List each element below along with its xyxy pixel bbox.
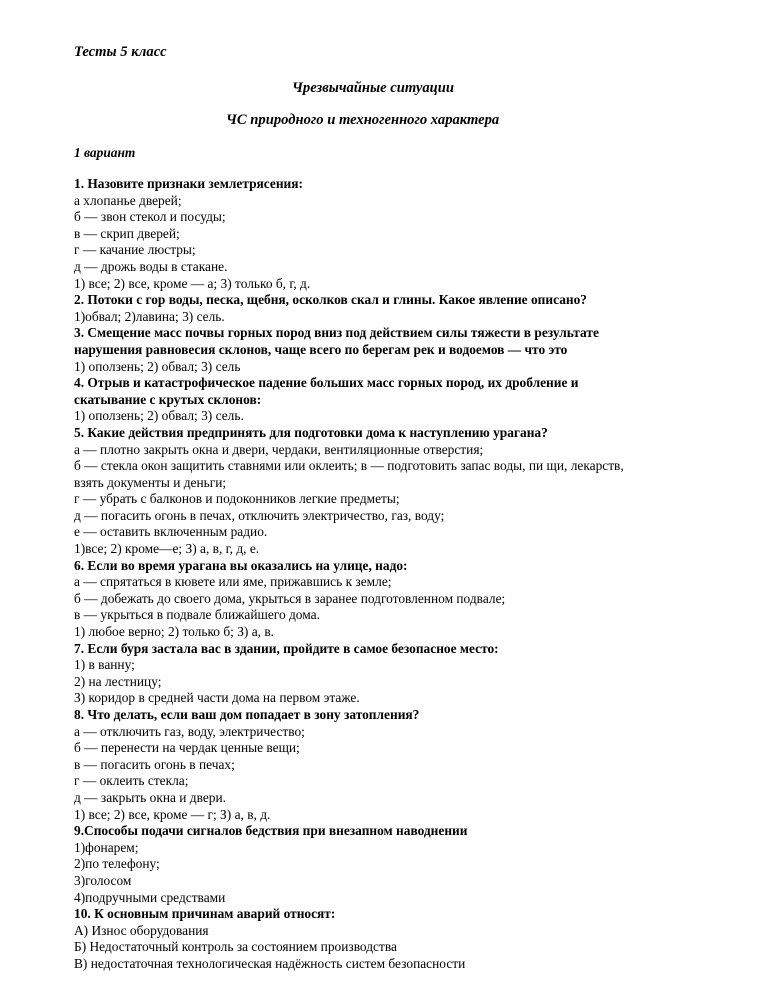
answer-line: а — плотно закрыть окна и двери, чердаки, вентиляционные отверстия;	[74, 441, 484, 457]
document-subtitle: Чрезвычайные ситуации	[292, 80, 454, 96]
variant-label: 1 вариант	[74, 145, 136, 160]
answer-line: б — звон стекол и посуды;	[74, 209, 226, 225]
question-line: нарушения равновесия склонов, чаще всего по берегам рек и водоемов — что это	[74, 341, 568, 357]
answer-line: а — спрятаться в кювете или яме, прижавшись к земле;	[74, 574, 392, 590]
answer-line: 4)подручными средствами	[74, 889, 226, 905]
question-line: 7. Если буря застала вас в здании, пройдите в самое безопасное место:	[74, 640, 499, 656]
answer-line: д — дрожь воды в стакане.	[74, 258, 228, 274]
test-body	[74, 176, 734, 973]
answer-line: Б) Недостаточный контроль за состоянием производства	[74, 939, 397, 955]
answer-line: 1) все; 2) все, кроме — г; З) а, в, д.	[74, 806, 271, 822]
answer-line: 1) любое верно; 2) только б; З) а, в.	[74, 624, 275, 640]
question-line: 6. Если во время урагана вы оказались на улице, надо:	[74, 557, 408, 573]
answer-line: а хлопанье дверей;	[74, 192, 182, 208]
answer-line: г — качание люстры;	[74, 242, 196, 258]
answer-line: 2) на лестницу;	[74, 673, 162, 689]
answer-line: В) недостаточная технологическая надёжность систем безопасности	[74, 955, 466, 971]
answer-line: 1) в ванну;	[74, 657, 135, 673]
answer-line: 2)по телефону;	[74, 856, 160, 872]
answer-line: е — оставить включенным радио.	[74, 524, 268, 540]
question-line: 9.Способы подачи сигналов бедствия при внезапном наводнении	[74, 823, 468, 839]
question-line: 5. Какие действия предпринять для подготовки дома к наступлению урагана?	[74, 424, 548, 440]
answer-line: 1) оползень; 2) обвал; 3) сель	[74, 358, 241, 374]
question-line: 1. Назовите признаки землетрясения:	[74, 176, 303, 191]
answer-line: б — стекла окон защитить ставнями или оклеить; в — подготовить запас воды, пи щи, лекарств,	[74, 458, 624, 474]
answer-line: в — укрыться в подвале ближайшего дома.	[74, 607, 320, 623]
answer-line: 1)обвал; 2)лавина; 3) сель.	[74, 308, 225, 324]
answer-line: 1) оползень; 2) обвал; 3) сель.	[74, 408, 244, 424]
question-line: 4. Отрыв и катастрофическое падение больших масс горных пород, их дробление и	[74, 375, 579, 391]
answer-line: 1)фонарем;	[74, 839, 139, 855]
answer-line: б — перенести на чердак ценные вещи;	[74, 740, 300, 756]
answer-line: 1) все; 2) все, кроме — а; 3) только б, г, д.	[74, 275, 311, 291]
answer-line: 1)все; 2) кроме—е; З) а, в, г, д, е.	[74, 541, 260, 557]
document-title: Тесты 5 класс	[74, 44, 167, 60]
question-line: 2. Потоки с гор воды, песка, щебня, осколков скал и глины. Какое явление описано?	[74, 292, 588, 308]
answer-line: г — убрать с балконов и подоконников легкие предметы;	[74, 491, 400, 507]
answer-line: д — закрыть окна и двери.	[74, 789, 227, 805]
answer-line: д — погасить огонь в печах, отключить электричество, газ, воду;	[74, 507, 445, 523]
answer-line: З) коридор в средней части дома на первом этаже.	[74, 690, 360, 706]
section-title: ЧС природного и техногенного характера	[226, 112, 500, 128]
question-line: скатывание с крутых склонов:	[74, 391, 262, 407]
question-line: 8. Что делать, если ваш дом попадает в зону затопления?	[74, 707, 420, 722]
answer-line: взять документы и деньги;	[74, 474, 227, 490]
answer-line: А) Износ оборудования	[74, 922, 209, 938]
question-line: 10. К основным причинам аварий относят:	[74, 906, 336, 922]
answer-line: в — погасить огонь в печах;	[74, 756, 235, 772]
answer-line: в — скрип дверей;	[74, 225, 180, 241]
question-line: 3. Смещение масс почвы горных пород вниз под действием силы тяжести в результате	[74, 325, 599, 341]
answer-line: г — оклеить стекла;	[74, 773, 189, 789]
answer-line: а — отключить газ, воду, электричество;	[74, 723, 305, 739]
answer-line: 3)голосом	[74, 872, 132, 888]
answer-line: б — добежать до своего дома, укрыться в заранее подготовленном подвале;	[74, 590, 506, 606]
